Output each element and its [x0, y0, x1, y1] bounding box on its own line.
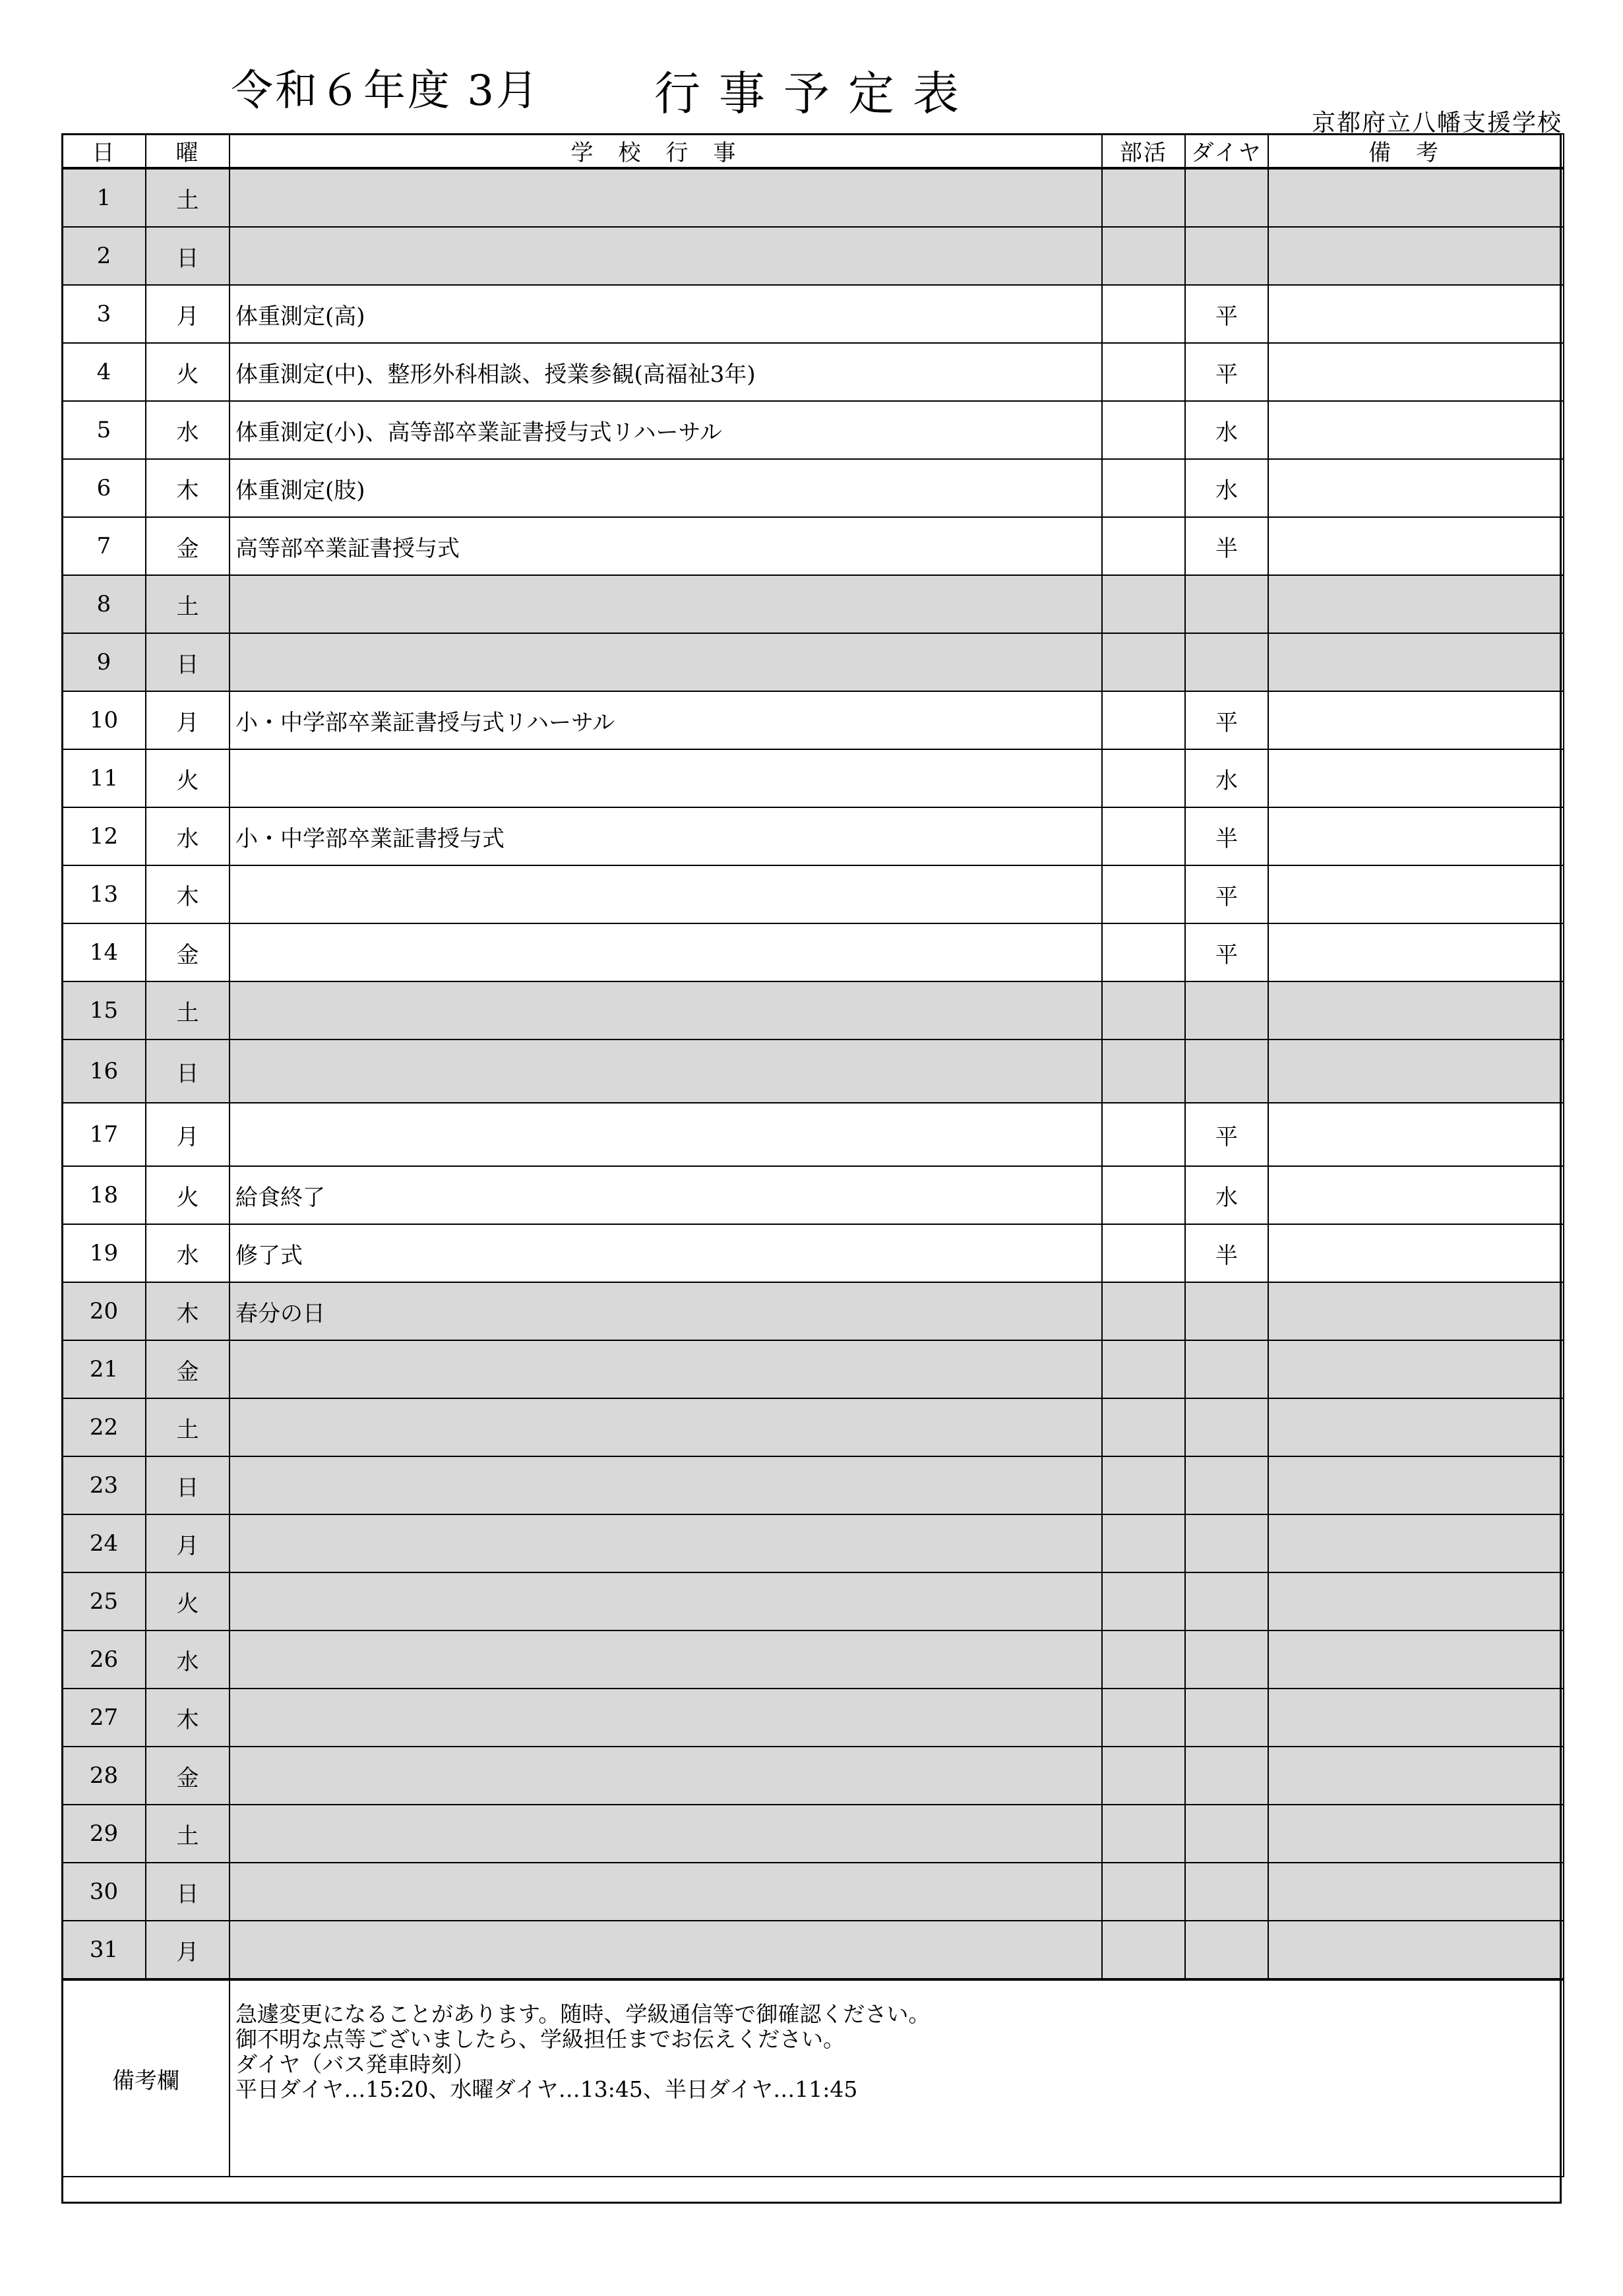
event-cell	[230, 633, 1102, 691]
event-cell: 小・中学部卒業証書授与式	[230, 807, 1102, 865]
weekday-cell: 金	[146, 1747, 230, 1805]
day-cell: 25	[62, 1572, 146, 1630]
remarks-cell	[1268, 1572, 1564, 1630]
table-row	[62, 1456, 1564, 1514]
event-cell	[230, 1103, 1102, 1166]
club-cell	[1102, 981, 1185, 1039]
page-title: 行事予定表	[654, 67, 977, 121]
table-row	[62, 1863, 1564, 1921]
note-line: 急遽変更になることがあります。随時、学級通信等で御確認ください。	[235, 2001, 931, 2027]
event-cell	[230, 981, 1102, 1039]
dia-cell: 平	[1185, 865, 1268, 923]
title-period: 令和６年度 3月	[231, 67, 541, 115]
table-row	[62, 691, 1564, 749]
weekday-cell: 木	[146, 459, 230, 517]
event-cell	[230, 1572, 1102, 1630]
club-cell	[1102, 1224, 1185, 1282]
table-row	[62, 1224, 1564, 1282]
weekday-cell: 月	[146, 1103, 230, 1166]
remarks-cell	[1268, 168, 1564, 227]
club-cell	[1102, 1398, 1185, 1456]
weekday-cell: 土	[146, 168, 230, 227]
club-cell	[1102, 691, 1185, 749]
remarks-cell	[1268, 517, 1564, 575]
table-row	[62, 1921, 1564, 1979]
day-cell: 14	[62, 923, 146, 981]
event-cell	[230, 1863, 1102, 1921]
event-cell	[230, 1456, 1102, 1514]
day-cell: 22	[62, 1398, 146, 1456]
dia-cell: 半	[1185, 807, 1268, 865]
event-cell: 修了式	[230, 1224, 1102, 1282]
note-line: ダイヤ（バス発車時刻）	[235, 2051, 475, 2077]
event-cell	[230, 168, 1102, 227]
weekday-cell: 土	[146, 981, 230, 1039]
weekday-cell: 水	[146, 1224, 230, 1282]
event-cell: 体重測定(小)、高等部卒業証書授与式リハーサル	[230, 401, 1102, 459]
dia-cell	[1185, 227, 1268, 285]
remarks-cell	[1268, 1166, 1564, 1224]
remarks-cell	[1268, 1863, 1564, 1921]
dia-cell: 平	[1185, 285, 1268, 343]
day-cell: 23	[62, 1456, 146, 1514]
club-cell	[1102, 1103, 1185, 1166]
weekday-cell: 月	[146, 691, 230, 749]
day-cell: 18	[62, 1166, 146, 1224]
day-cell: 30	[62, 1863, 146, 1921]
dia-cell	[1185, 575, 1268, 633]
club-cell	[1102, 923, 1185, 981]
col-header-day: 日	[62, 134, 146, 168]
remarks-cell	[1268, 459, 1564, 517]
col-header-remarks: 備考	[1268, 134, 1564, 168]
day-cell: 24	[62, 1514, 146, 1572]
remarks-cell	[1268, 1039, 1564, 1103]
weekday-cell: 火	[146, 1166, 230, 1224]
day-cell: 26	[62, 1630, 146, 1689]
weekday-cell: 月	[146, 285, 230, 343]
club-cell	[1102, 807, 1185, 865]
weekday-cell: 金	[146, 923, 230, 981]
remarks-cell	[1268, 691, 1564, 749]
dia-cell: 平	[1185, 1103, 1268, 1166]
note-line: 御不明な点等ございましたら、学級担任までお伝えください。	[235, 2026, 845, 2052]
table-row	[62, 923, 1564, 981]
table-row	[62, 285, 1564, 343]
event-cell	[230, 1514, 1102, 1572]
dia-cell: 水	[1185, 1166, 1268, 1224]
remarks-cell	[1268, 227, 1564, 285]
dia-cell: 半	[1185, 517, 1268, 575]
day-cell: 7	[62, 517, 146, 575]
dia-cell	[1185, 1340, 1268, 1398]
remarks-cell	[1268, 1340, 1564, 1398]
table-row	[62, 168, 1564, 227]
notes-label: 備考欄	[62, 1979, 230, 2177]
weekday-cell: 金	[146, 517, 230, 575]
weekday-cell: 水	[146, 1630, 230, 1689]
dia-cell	[1185, 1689, 1268, 1747]
dia-cell	[1185, 168, 1268, 227]
club-cell	[1102, 1921, 1185, 1979]
dia-cell	[1185, 1282, 1268, 1340]
day-cell: 16	[62, 1039, 146, 1103]
weekday-cell: 土	[146, 1805, 230, 1863]
dia-cell	[1185, 1747, 1268, 1805]
dia-cell	[1185, 1572, 1268, 1630]
dia-cell: 半	[1185, 1224, 1268, 1282]
remarks-cell	[1268, 1456, 1564, 1514]
weekday-cell: 水	[146, 807, 230, 865]
weekday-cell: 木	[146, 1282, 230, 1340]
club-cell	[1102, 1514, 1185, 1572]
club-cell	[1102, 1805, 1185, 1863]
weekday-cell: 月	[146, 1921, 230, 1979]
weekday-cell: 日	[146, 1039, 230, 1103]
club-cell	[1102, 1747, 1185, 1805]
weekday-cell: 木	[146, 1689, 230, 1747]
day-cell: 19	[62, 1224, 146, 1282]
club-cell	[1102, 575, 1185, 633]
dia-cell: 平	[1185, 923, 1268, 981]
table-row	[62, 1572, 1564, 1630]
dia-cell	[1185, 1863, 1268, 1921]
dia-cell: 水	[1185, 401, 1268, 459]
remarks-cell	[1268, 1103, 1564, 1166]
weekday-cell: 水	[146, 401, 230, 459]
dia-cell	[1185, 633, 1268, 691]
day-cell: 9	[62, 633, 146, 691]
table-row	[62, 633, 1564, 691]
club-cell	[1102, 517, 1185, 575]
event-cell	[230, 1689, 1102, 1747]
event-cell: 高等部卒業証書授与式	[230, 517, 1102, 575]
event-cell	[230, 1630, 1102, 1689]
club-cell	[1102, 1166, 1185, 1224]
club-cell	[1102, 1039, 1185, 1103]
table-row	[62, 865, 1564, 923]
event-cell: 給食終了	[230, 1166, 1102, 1224]
note-line: 平日ダイヤ…15:20、水曜ダイヤ…13:45、半日ダイヤ…11:45	[235, 2076, 858, 2102]
table-row	[62, 1805, 1564, 1863]
dia-cell	[1185, 1398, 1268, 1456]
table-row	[62, 517, 1564, 575]
remarks-cell	[1268, 285, 1564, 343]
dia-cell: 水	[1185, 459, 1268, 517]
event-cell	[230, 865, 1102, 923]
table-row	[62, 807, 1564, 865]
dia-cell	[1185, 1805, 1268, 1863]
event-cell	[230, 1921, 1102, 1979]
table-row	[62, 1398, 1564, 1456]
day-cell: 4	[62, 343, 146, 401]
weekday-cell: 火	[146, 1572, 230, 1630]
remarks-cell	[1268, 343, 1564, 401]
club-cell	[1102, 1282, 1185, 1340]
event-cell	[230, 1805, 1102, 1863]
club-cell	[1102, 865, 1185, 923]
remarks-cell	[1268, 401, 1564, 459]
table-row	[62, 1630, 1564, 1689]
day-cell: 12	[62, 807, 146, 865]
weekday-cell: 日	[146, 1456, 230, 1514]
day-cell: 2	[62, 227, 146, 285]
table-row	[62, 343, 1564, 401]
table-row	[62, 1747, 1564, 1805]
day-cell: 29	[62, 1805, 146, 1863]
event-cell	[230, 1747, 1102, 1805]
day-cell: 31	[62, 1921, 146, 1979]
dia-cell	[1185, 1921, 1268, 1979]
remarks-cell	[1268, 1805, 1564, 1863]
club-cell	[1102, 1630, 1185, 1689]
day-cell: 13	[62, 865, 146, 923]
club-cell	[1102, 1340, 1185, 1398]
event-cell	[230, 923, 1102, 981]
table-row	[62, 1103, 1564, 1166]
dia-cell: 平	[1185, 343, 1268, 401]
schedule-table	[61, 133, 1564, 2177]
day-cell: 21	[62, 1340, 146, 1398]
club-cell	[1102, 227, 1185, 285]
weekday-cell: 木	[146, 865, 230, 923]
day-cell: 8	[62, 575, 146, 633]
event-cell: 春分の日	[230, 1282, 1102, 1340]
dia-cell	[1185, 1039, 1268, 1103]
day-cell: 3	[62, 285, 146, 343]
event-cell	[230, 749, 1102, 807]
club-cell	[1102, 168, 1185, 227]
weekday-cell: 火	[146, 343, 230, 401]
weekday-cell: 月	[146, 1514, 230, 1572]
club-cell	[1102, 1456, 1185, 1514]
day-cell: 15	[62, 981, 146, 1039]
event-cell	[230, 1398, 1102, 1456]
remarks-cell	[1268, 1224, 1564, 1282]
event-cell	[230, 575, 1102, 633]
day-cell: 11	[62, 749, 146, 807]
day-cell: 28	[62, 1747, 146, 1805]
remarks-cell	[1268, 981, 1564, 1039]
club-cell	[1102, 1572, 1185, 1630]
table-row	[62, 401, 1564, 459]
day-cell: 27	[62, 1689, 146, 1747]
day-cell: 10	[62, 691, 146, 749]
weekday-cell: 日	[146, 1863, 230, 1921]
dia-cell	[1185, 1630, 1268, 1689]
weekday-cell: 日	[146, 633, 230, 691]
dia-cell	[1185, 981, 1268, 1039]
remarks-cell	[1268, 1514, 1564, 1572]
col-header-dia: ダイヤ	[1185, 134, 1268, 168]
remarks-cell	[1268, 807, 1564, 865]
day-cell: 6	[62, 459, 146, 517]
header-row	[62, 134, 1564, 168]
table-row	[62, 1166, 1564, 1224]
remarks-cell	[1268, 633, 1564, 691]
notes-row	[62, 1979, 1564, 2177]
remarks-cell	[1268, 1747, 1564, 1805]
event-cell	[230, 1340, 1102, 1398]
table-row	[62, 1689, 1564, 1747]
dia-cell	[1185, 1456, 1268, 1514]
table-row	[62, 1340, 1564, 1398]
remarks-cell	[1268, 749, 1564, 807]
remarks-cell	[1268, 865, 1564, 923]
notes-text	[230, 1979, 1564, 2177]
col-header-events: 学校行事	[230, 134, 1102, 168]
weekday-cell: 土	[146, 575, 230, 633]
table-row	[62, 459, 1564, 517]
day-cell: 5	[62, 401, 146, 459]
table-row	[62, 1282, 1564, 1340]
col-header-club: 部活	[1102, 134, 1185, 168]
club-cell	[1102, 1689, 1185, 1747]
remarks-cell	[1268, 1921, 1564, 1979]
club-cell	[1102, 633, 1185, 691]
event-cell: 体重測定(高)	[230, 285, 1102, 343]
dia-cell: 水	[1185, 749, 1268, 807]
remarks-cell	[1268, 1630, 1564, 1689]
weekday-cell: 火	[146, 749, 230, 807]
remarks-cell	[1268, 1689, 1564, 1747]
school-name: 京都府立八幡支援学校	[1311, 109, 1562, 137]
table-row	[62, 227, 1564, 285]
day-cell: 1	[62, 168, 146, 227]
day-cell: 17	[62, 1103, 146, 1166]
table-row	[62, 1514, 1564, 1572]
remarks-cell	[1268, 575, 1564, 633]
table-row	[62, 749, 1564, 807]
event-cell	[230, 227, 1102, 285]
event-cell	[230, 1039, 1102, 1103]
club-cell	[1102, 1863, 1185, 1921]
club-cell	[1102, 459, 1185, 517]
club-cell	[1102, 285, 1185, 343]
weekday-cell: 土	[146, 1398, 230, 1456]
table-row	[62, 981, 1564, 1039]
club-cell	[1102, 749, 1185, 807]
club-cell	[1102, 343, 1185, 401]
weekday-cell: 金	[146, 1340, 230, 1398]
weekday-cell: 日	[146, 227, 230, 285]
event-cell: 体重測定(中)、整形外科相談、授業参観(高福祉3年)	[230, 343, 1102, 401]
dia-cell	[1185, 1514, 1268, 1572]
table-row	[62, 575, 1564, 633]
table-row	[62, 1039, 1564, 1103]
remarks-cell	[1268, 923, 1564, 981]
event-cell: 小・中学部卒業証書授与式リハーサル	[230, 691, 1102, 749]
dia-cell: 平	[1185, 691, 1268, 749]
event-cell: 体重測定(肢)	[230, 459, 1102, 517]
col-header-weekday: 曜	[146, 134, 230, 168]
day-cell: 20	[62, 1282, 146, 1340]
remarks-cell	[1268, 1398, 1564, 1456]
club-cell	[1102, 401, 1185, 459]
remarks-cell	[1268, 1282, 1564, 1340]
